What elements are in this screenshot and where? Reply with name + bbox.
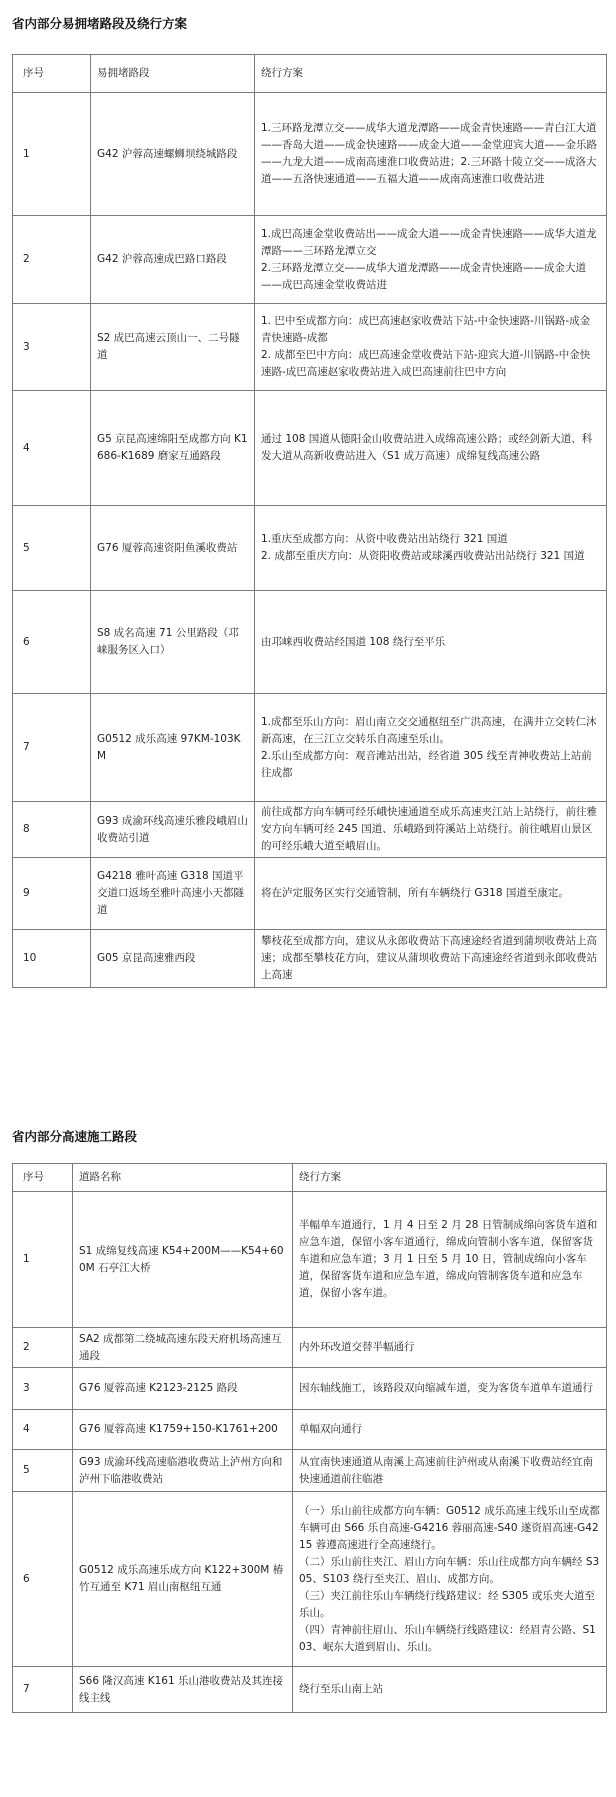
table-header-row	[13, 55, 607, 93]
road-name: S66 隆汉高速 K161 乐山港收费站及其连接线主线	[73, 1667, 293, 1713]
table-row	[13, 802, 607, 858]
table-row	[13, 1492, 607, 1667]
detour-plan	[293, 1492, 607, 1667]
detour-plan-line: （三）夹江前往乐山车辆绕行线路建议：经 S305 或乐夹大道至乐山。	[299, 1589, 595, 1619]
detour-plan-line: 半幅单车道通行，1 月 4 日至 2 月 28 日管制成绵向客货车道和应急车道，保留小客车道通行，绵成向管制小客车道，保留客货车道和应急车道；3 月 1 日至 5 月 10 日，管制成绵向小客车道，保留客货车道和应急车道，绵成向管制客货车道和应急车道，保留小客车道。	[299, 1219, 598, 1299]
detour-plan-line: 因东轴线施工，该路段双向缩减车道，变为客货车道单车道通行	[299, 1382, 593, 1394]
detour-plan	[293, 1450, 607, 1492]
table-row	[13, 694, 607, 802]
detour-plan	[255, 591, 607, 694]
row-number: 8	[13, 802, 91, 858]
row-number: 2	[13, 216, 91, 304]
detour-plan-line: （二）乐山前往夹江、眉山方向车辆：乐山往成都方向车辆经 S305、S103 绕行至夹江、眉山、成都方向。	[299, 1555, 600, 1585]
row-number: 4	[13, 1410, 73, 1450]
row-number: 2	[13, 1328, 73, 1368]
road-name: S8 成名高速 71 公里路段（邛崃服务区入口）	[91, 591, 255, 694]
section2-title: 省内部分高速施工路段	[12, 1129, 138, 1144]
detour-plan	[293, 1667, 607, 1713]
detour-plan-line: 1. 巴中至成都方向：成巴高速赵家收费站下站-中金快速路-川锅路-成金青快速路-成都	[261, 315, 591, 344]
row-number: 7	[13, 694, 91, 802]
table-row	[13, 930, 607, 988]
header-cell: 序号	[13, 1164, 73, 1192]
detour-plan	[293, 1328, 607, 1368]
row-number: 1	[13, 1192, 73, 1328]
row-number: 10	[13, 930, 91, 988]
header-cell: 绕行方案	[293, 1164, 607, 1192]
road-name: G5 京昆高速绵阳至成都方向 K1686-K1689 磨家互通路段	[91, 391, 255, 506]
detour-plan	[255, 694, 607, 802]
road-name: G42 沪蓉高速成巴路口路段	[91, 216, 255, 304]
table-row	[13, 1410, 607, 1450]
detour-plan-line: 单幅双向通行	[299, 1423, 362, 1435]
road-name: G0512 成乐高速乐成方向 K122+300M 椿竹互通至 K71 眉山南枢纽互通	[73, 1492, 293, 1667]
road-name: G05 京昆高速雅西段	[91, 930, 255, 988]
header-cell: 道路名称	[73, 1164, 293, 1192]
table-header-row	[13, 1164, 607, 1192]
construction-table	[12, 1163, 607, 1713]
detour-plan-line: 绕行至乐山南上站	[299, 1683, 383, 1695]
row-number: 4	[13, 391, 91, 506]
detour-plan-line: 1.成巴高速金堂收费站出——成金大道——成金青快速路——成华大道龙潭路——三环路龙潭立交	[261, 227, 597, 257]
detour-plan	[255, 93, 607, 216]
detour-plan	[255, 858, 607, 930]
table-row	[13, 1328, 607, 1368]
detour-plan-line: 将在泸定服务区实行交通管制，所有车辆绕行 G318 国道至康定。	[261, 887, 569, 899]
table-row	[13, 216, 607, 304]
row-number: 7	[13, 1667, 73, 1713]
table-row	[13, 1192, 607, 1328]
row-number: 3	[13, 1368, 73, 1410]
road-name: S2 成巴高速云顶山一、二号隧道	[91, 304, 255, 391]
table-row	[13, 858, 607, 930]
road-name: G42 沪蓉高速螺蛳坝绕城路段	[91, 93, 255, 216]
table-row	[13, 1368, 607, 1410]
detour-plan	[293, 1368, 607, 1410]
detour-plan-line: 1.成都至乐山方向：眉山南立交交通枢纽至广洪高速，在满井立交转仁沐新高速，在三江立交转乐自高速至乐山。	[261, 715, 597, 745]
detour-plan	[255, 391, 607, 506]
detour-plan-line: 从宜南快速通道从南溪上高速前往泸州或从南溪下收费站经宜南快速通道前往临港	[299, 1455, 593, 1485]
road-name: S1 成绵复线高速 K54+200M——K54+600M 石亭江大桥	[73, 1192, 293, 1328]
detour-plan-line: 2.乐山至成都方向：观音滩站出站，经省道 305 线至青神收费站上站前往成都	[261, 749, 592, 779]
detour-plan-line: 通过 108 国道从德阳金山收费站进入成绵高速公路；或经剑新大道、科发大道从高新收费站进入（S1 成万高速）成绵复线高速公路	[261, 433, 593, 462]
row-number: 1	[13, 93, 91, 216]
detour-plan-line: 2. 成都至巴中方向：成巴高速金堂收费站下站-迎宾大道-川锅路-中金快速路-成巴高速赵家收费站进入成巴高速前往巴中方向	[261, 349, 591, 378]
row-number: 5	[13, 1450, 73, 1492]
row-number: 3	[13, 304, 91, 391]
detour-plan-line: 2.三环路龙潭立交——成华大道龙潭路——成金青快速路——成金大道——成巴高速金堂收费站进	[261, 261, 587, 291]
detour-plan-line: 攀枝花至成都方向，建议从永郎收费站下高速途经省道到蒲坝收费站上高速；成都至攀枝花方向，建议从蒲坝收费站下高速途经省道到永郎收费站上高速	[261, 935, 597, 981]
road-name: G76 厦蓉高速资阳鱼溪收费站	[91, 506, 255, 591]
road-name: G93 成渝环线高速临港收费站上泸州方向和泸州下临港收费站	[73, 1450, 293, 1492]
row-number: 9	[13, 858, 91, 930]
detour-plan	[255, 930, 607, 988]
detour-plan	[255, 216, 607, 304]
row-number: 6	[13, 591, 91, 694]
header-cell: 易拥堵路段	[91, 55, 255, 93]
header-cell: 序号	[13, 55, 91, 93]
road-name: G93 成渝环线高速乐雅段峨眉山收费站引道	[91, 802, 255, 858]
table-row	[13, 391, 607, 506]
detour-plan	[255, 304, 607, 391]
detour-plan-line: （一）乐山前往成都方向车辆：G0512 成乐高速主线乐山至成都车辆可由 S66 乐自高速-G4216 蓉丽高速-S40 遂资眉高速-G4215 蓉遵高速进行全高速绕行。	[299, 1504, 600, 1551]
detour-plan-line: 内外环改道交替半幅通行	[299, 1341, 415, 1353]
detour-plan-line: 前往成都方向车辆可经乐峨快速通道至成乐高速夹江站上站绕行，前往雅安方向车辆可经 245 国道、乐峨路到符溪站上站绕行。前往峨眉山景区的可经乐峨大道至峨眉山。	[261, 806, 597, 852]
road-name: G76 厦蓉高速 K1759+150-K1761+200	[73, 1410, 293, 1450]
detour-plan	[293, 1192, 607, 1328]
congestion-table	[12, 54, 607, 988]
table-row	[13, 506, 607, 591]
road-name: G76 厦蓉高速 K2123-2125 路段	[73, 1368, 293, 1410]
row-number: 5	[13, 506, 91, 591]
table-row	[13, 591, 607, 694]
road-name: SA2 成都第二绕城高速东段天府机场高速互通段	[73, 1328, 293, 1368]
table-row	[13, 304, 607, 391]
detour-plan-line: 2. 成都至重庆方向：从资阳收费站或球溪西收费站出站绕行 321 国道	[261, 550, 585, 562]
detour-plan-line: （四）青神前往眉山、乐山车辆绕行线路建议：经眉青公路、S103、岷东大道到眉山、乐山。	[299, 1623, 596, 1653]
road-name: G4218 雅叶高速 G318 国道平交道口返场至雅叶高速小天都隧道	[91, 858, 255, 930]
detour-plan-line: 1.三环路龙潭立交——成华大道龙潭路——成金青快速路——青白江大道——香岛大道——成金快速路——成金大道——金堂迎宾大道——金乐路——九龙大道——成南高速淮口收费站进；2.三环路十陵立交——成洛大道——五洛快速通道——五福大道——成南高速淮口收费站进	[261, 122, 597, 185]
row-number: 6	[13, 1492, 73, 1667]
table-row	[13, 1450, 607, 1492]
header-cell: 绕行方案	[255, 55, 607, 93]
section1-title: 省内部分易拥堵路段及绕行方案	[12, 16, 188, 31]
table-row	[13, 1667, 607, 1713]
road-name: G0512 成乐高速 97KM-103KM	[91, 694, 255, 802]
detour-plan-line: 1.重庆至成都方向：从资中收费站出站绕行 321 国道	[261, 533, 508, 545]
detour-plan-line: 由邛崃西收费站经国道 108 绕行至平乐	[261, 635, 446, 648]
table-row	[13, 93, 607, 216]
detour-plan	[255, 506, 607, 591]
detour-plan	[293, 1410, 607, 1450]
detour-plan	[255, 802, 607, 858]
